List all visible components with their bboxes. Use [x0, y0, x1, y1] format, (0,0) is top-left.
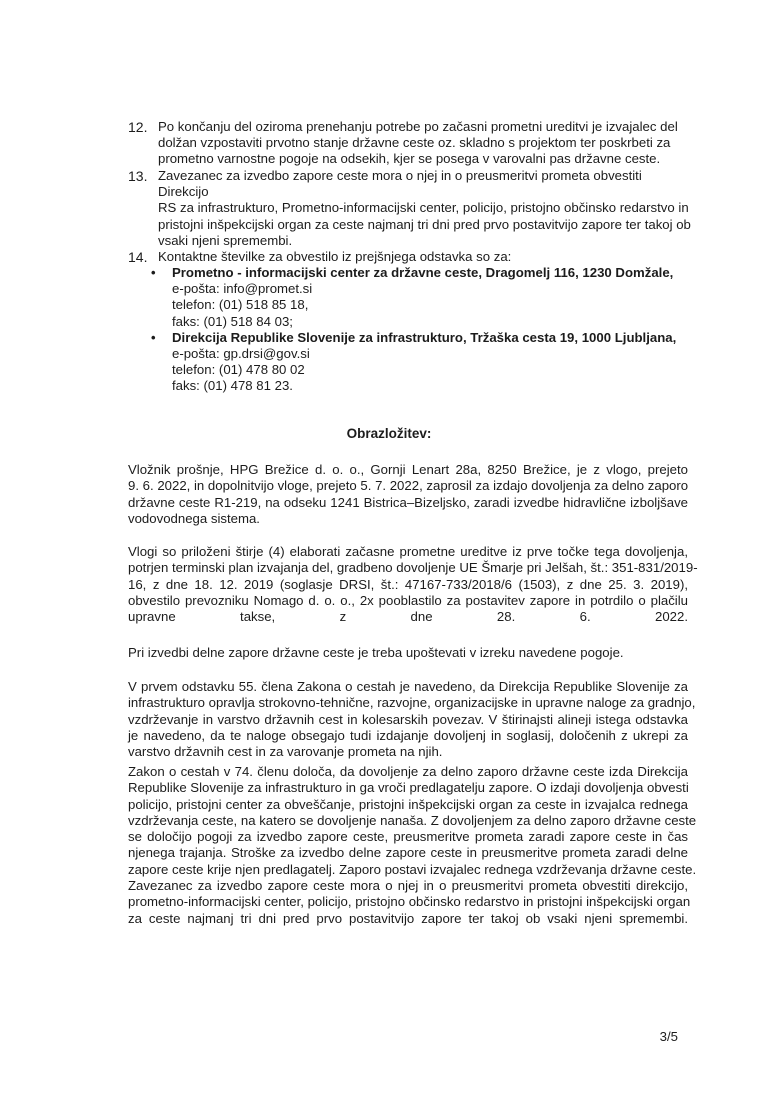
page-number: 3/5: [659, 1029, 678, 1044]
list-number: 14.: [128, 249, 148, 265]
paragraph: Vlogi so priloženi štirje (4) elaborati začasne prometne ureditve iz prve točke tega dovoljenja, potrjen terminski plan izvajanja del, gradbeno dovoljenje UE Šmarje pri Jelšah, št.: 351-831/2019- 16, z dne 18. 12. 2019 (soglasje DRSI, št.: 47167-733/2018/6 (1503), z dne 25. 3. 2019), obvestilo prevozniku Nomago d. o. o., 2x pooblastilo za postavitev zapore in potrdilo o plačilu upravne takse, z dne 28. 6. 2022.: [128, 544, 698, 625]
section-heading: Obrazložitev:: [346, 426, 432, 441]
paragraph: Zakon o cestah v 74. členu določa, da dovoljenje za delno zaporo državne ceste izda Direkcija Republike Slovenije za infrastrukturo in ga vroči predlagatelju zapore. O izdaji dovoljenja obvesti policijo, pristojni center za obveščanje, pristojni inšpekcijski organ za ceste in izvajalca rednega vzdrževanja ceste, na katero se dovoljenje nanaša. Z dovoljenjem za delno zaporo državne ceste se določijo pogoji za izvedbo zapore ceste, preusmeritve prometa zaradi zapore ceste in čas njenega trajanja. Stroške za izvedbo delne zapore ceste in preusmeritve prometa zaradi delne zapore ceste krije njen predlagatelj. Zaporo postavi izvajalec rednega vzdrževanja državne ceste. Zavezanec za izvedbo zapore ceste mora o njej in o preusmeritvi prometa obvestiti direkcijo, prometno-informacijski center, policijo, pristojno občinsko redarstvo in pristojni inšpekcijski organ za ceste najmanj tri dni pred prvo postavitvijo zapore ter takoj ob vsaki njeni spremembi.: [128, 764, 697, 926]
bullet-icon: •: [151, 265, 156, 280]
list-item-text: Zavezanec za izvedbo zapore ceste mora o njej in o preusmeritvi prometa obvestiti Direkcijo RS za infrastrukturo, Prometno-informacijski center, policijo, pristojno občinsko redarstvo in pristojni inšpekcijski organ za ceste najmanj tri dni pred prvo postavitvijo zapore ter takoj ob vsaki njeni spremembi.: [158, 168, 691, 248]
contact-item: • Direkcija Republike Slovenije za infrastrukturo, Tržaška cesta 19, 1000 Ljubljana, e-pošta: gp.drsi@gov.si telefon: (01) 478 80 02 faks: (01) 478 81 23.: [151, 329, 677, 394]
list-number: 13.: [128, 168, 148, 184]
contact-item: • Prometno - informacijski center za državne ceste, Dragomelj 116, 1230 Domžale, e-pošta: info@promet.si telefon: (01) 518 85 18, faks: (01) 518 84 03;: [151, 265, 674, 329]
contact-list: [148, 265, 688, 395]
list-item-text: Kontaktne številke za obvestilo iz prejšnjega odstavka so za:: [158, 249, 512, 264]
paragraph: Pri izvedbi delne zapore državne ceste je treba upoštevati v izreku navedene pogoje.: [128, 645, 624, 660]
list-number: 12.: [128, 119, 148, 135]
paragraph: V prvem odstavku 55. člena Zakona o cestah je navedeno, da Direkcija Republike Slovenije za infrastrukturo opravlja strokovno-tehnične, razvojne, organizacijske in upravne naloge za gradnjo, vzdrževanje in varstvo državnih cest in kolesarskih povezav. V štirinajsti alineji istega odstavka je navedeno, da te naloge obsegajo tudi izdajanje dovoljenj in soglasij, določenih z ukrepi za varstvo državnih cest in za varovanje prometa na njih.: [128, 679, 696, 760]
paragraph: Vložnik prošnje, HPG Brežice d. o. o., Gornji Lenart 28a, 8250 Brežice, je z vlogo, prejeto 9. 6. 2022, in dopolnitvijo vloge, prejeto 5. 7. 2022, zaprosil za izdajo dovoljenja za delno zaporo državne ceste R1-219, na odseku 1241 Bistrica–Bizeljsko, zaradi izvedbe hidravlične izboljšave vodovodnega sistema.: [128, 462, 689, 526]
list-item-14: [128, 249, 693, 265]
list-item-12: [128, 119, 693, 168]
list-item-13: [128, 168, 693, 249]
list-item-text: Po končanju del oziroma prenehanju potrebe po začasni prometni ureditvi je izvajalec del dolžan vzpostaviti prvotno stanje državne ceste oz. skladno s projektom ter poskrbeti za prometno varnostne pogoje na odsekih, kjer se posega v varovalni pas državne ceste.: [158, 119, 678, 167]
bullet-icon: •: [151, 329, 156, 345]
